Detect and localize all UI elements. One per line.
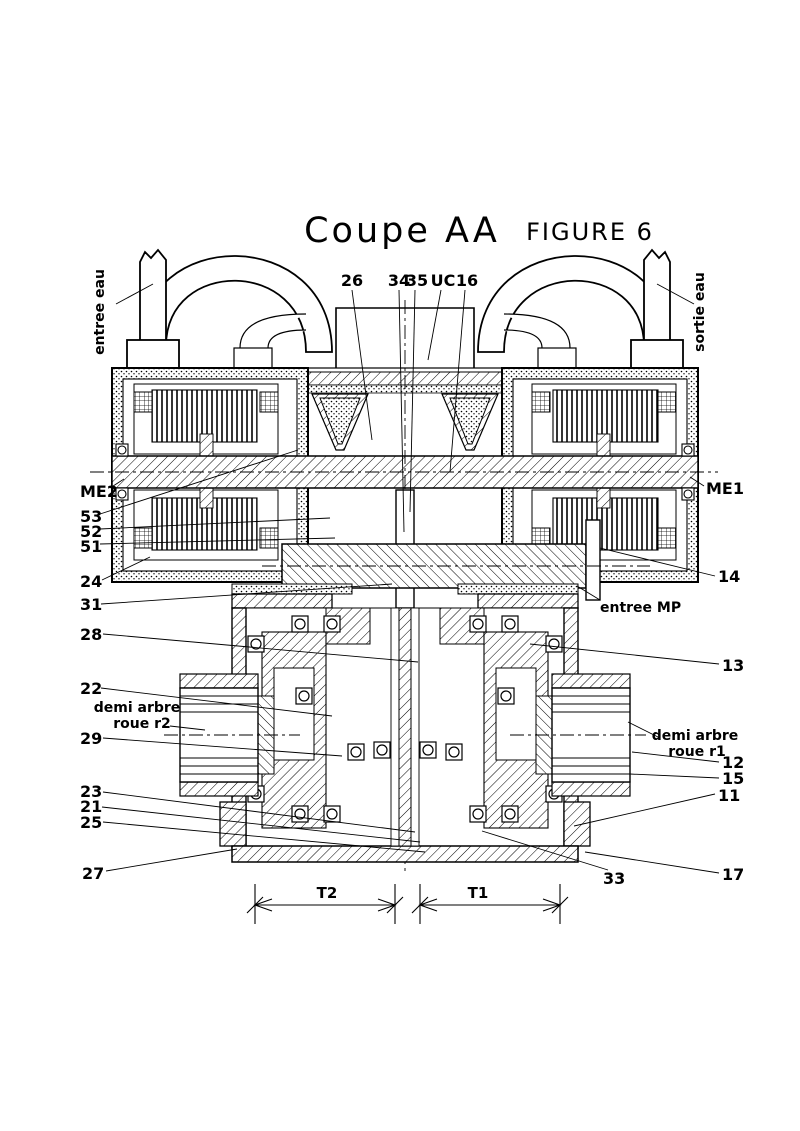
label-26: 26 [340,271,364,290]
page-title: Coupe AA [304,211,500,251]
label-25: 25 [80,813,103,832]
label-entree-eau: entree eau [92,269,108,355]
label-demi-arbre-r1-line1: demi arbre [651,728,739,744]
label-11: 11 [718,786,741,805]
label-demi-arbre-r1-line2: roue r1 [668,744,726,760]
label-34: 34 [387,271,411,290]
label-27: 27 [82,864,105,883]
label-demi-arbre-r2-line2: roue r2 [113,716,171,732]
label-17: 17 [722,865,745,884]
label-15: 15 [722,769,745,788]
label-23: 23 [80,782,103,801]
cooling-pipe-right-bend [478,256,670,352]
leader-27 [106,849,237,871]
label-me2: ME2 [80,482,118,501]
leader-15 [630,774,719,778]
label-sortie-eau: sortie eau [692,272,708,352]
label-t2: T2 [316,884,338,902]
label-35: 35 [405,271,429,290]
cooling-pipe-left-bend [140,256,332,352]
label-31: 31 [80,595,103,614]
label-51: 51 [80,537,103,556]
label-me1: ME1 [706,479,744,498]
label-entree-mp: entree MP [600,600,682,616]
label-52: 52 [80,522,103,541]
label-13: 13 [722,656,745,675]
figure-label: FIGURE 6 [526,218,654,246]
label-t1: T1 [467,884,489,902]
label-29: 29 [80,729,103,748]
label-24: 24 [80,572,103,591]
label-21: 21 [80,797,103,816]
label-uc: UC [430,271,456,290]
leader-11 [574,794,715,826]
label-16: 16 [455,271,479,290]
label-53: 53 [80,507,103,526]
label-14: 14 [718,567,741,586]
label-33: 33 [603,869,626,888]
label-demi-arbre-r2-line1: demi arbre [93,700,181,716]
label-28: 28 [80,625,103,644]
label-22: 22 [80,679,103,698]
dimension-t1 [412,884,568,924]
label-12: 12 [722,753,745,772]
